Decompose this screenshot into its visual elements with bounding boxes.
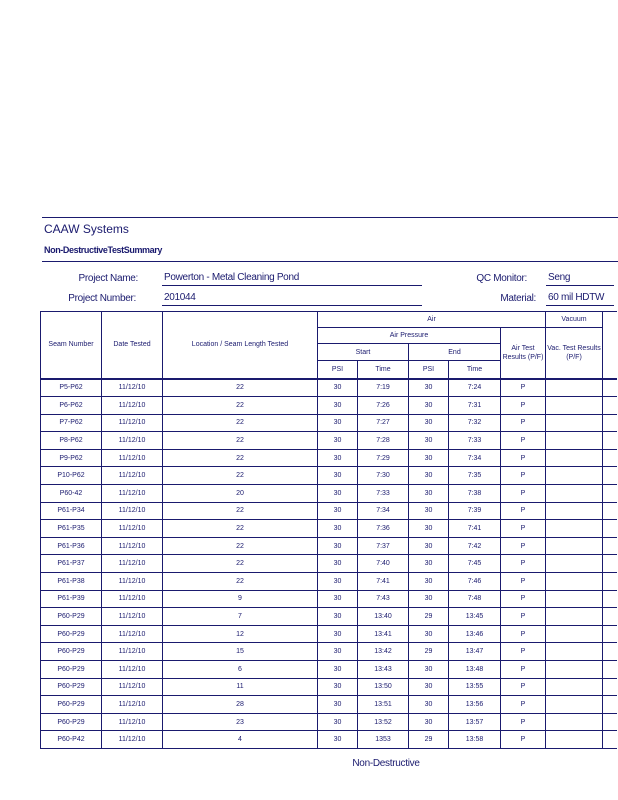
header-top-rule (42, 217, 618, 218)
cell-seam-number: P60-P29 (41, 608, 102, 626)
cell-filler (603, 414, 617, 432)
cell-date-tested: 11/12/10 (102, 537, 163, 555)
table-row (41, 467, 617, 485)
cell-air-result: P (501, 731, 546, 749)
cell-filler (603, 502, 617, 520)
cell-end-psi: 29 (409, 608, 449, 626)
header-air: Air (318, 312, 546, 328)
cell-date-tested: 11/12/10 (102, 520, 163, 538)
cell-air-result: P (501, 643, 546, 661)
cell-start-psi: 30 (318, 555, 358, 573)
table-row (41, 502, 617, 520)
cell-end-time: 13:45 (449, 608, 501, 626)
cell-length: 22 (163, 555, 318, 573)
cell-vac-result (546, 397, 603, 415)
cell-air-result: P (501, 432, 546, 450)
cell-vac-result (546, 555, 603, 573)
cell-end-psi: 30 (409, 555, 449, 573)
cell-filler (603, 731, 617, 749)
cell-length: 6 (163, 661, 318, 679)
table-row (41, 449, 617, 467)
cell-end-time: 7:41 (449, 520, 501, 538)
cell-seam-number: P9-P62 (41, 449, 102, 467)
cell-air-result: P (501, 485, 546, 503)
table-row (41, 520, 617, 538)
cell-filler (603, 713, 617, 731)
cell-start-psi: 30 (318, 608, 358, 626)
table-row (41, 555, 617, 573)
table-row (41, 643, 617, 661)
table-row (41, 713, 617, 731)
table-row (41, 625, 617, 643)
cell-air-result: P (501, 449, 546, 467)
cell-start-time: 13:51 (358, 696, 409, 714)
cell-air-result: P (501, 678, 546, 696)
cell-vac-result (546, 625, 603, 643)
cell-date-tested: 11/12/10 (102, 397, 163, 415)
table-row (41, 397, 617, 415)
cell-length: 22 (163, 467, 318, 485)
cell-end-time: 7:33 (449, 432, 501, 450)
header-air-test-results: Air Test Results (P/F) (501, 328, 546, 379)
table-row (41, 537, 617, 555)
cell-length: 4 (163, 731, 318, 749)
cell-start-psi: 30 (318, 643, 358, 661)
table-row (41, 608, 617, 626)
cell-date-tested: 11/12/10 (102, 696, 163, 714)
cell-air-result: P (501, 379, 546, 397)
cell-vac-result (546, 502, 603, 520)
cell-filler (603, 467, 617, 485)
table-row (41, 432, 617, 450)
cell-filler (603, 485, 617, 503)
cell-start-time: 7:26 (358, 397, 409, 415)
cell-start-time: 7:19 (358, 379, 409, 397)
cell-vac-result (546, 537, 603, 555)
cell-end-time: 7:35 (449, 467, 501, 485)
cell-end-psi: 30 (409, 485, 449, 503)
company-name: CAAW Systems (44, 222, 129, 236)
cell-air-result: P (501, 414, 546, 432)
cell-date-tested: 11/12/10 (102, 485, 163, 503)
cell-date-tested: 11/12/10 (102, 555, 163, 573)
cell-length: 22 (163, 414, 318, 432)
cell-end-time: 13:58 (449, 731, 501, 749)
cell-end-psi: 29 (409, 731, 449, 749)
cell-start-psi: 30 (318, 661, 358, 679)
cell-date-tested: 11/12/10 (102, 608, 163, 626)
cell-seam-number: P60-P29 (41, 643, 102, 661)
cell-air-result: P (501, 555, 546, 573)
cell-start-time: 7:43 (358, 590, 409, 608)
cell-end-psi: 30 (409, 713, 449, 731)
cell-filler (603, 625, 617, 643)
cell-length: 22 (163, 502, 318, 520)
cell-start-psi: 30 (318, 449, 358, 467)
cell-end-psi: 30 (409, 520, 449, 538)
cell-length: 11 (163, 678, 318, 696)
header-air-pressure: Air Pressure (318, 328, 501, 344)
cell-start-time: 7:41 (358, 573, 409, 591)
cell-seam-number: P60-P29 (41, 661, 102, 679)
cell-start-time: 7:30 (358, 467, 409, 485)
cell-air-result: P (501, 520, 546, 538)
cell-air-result: P (501, 713, 546, 731)
header-location: Location / Seam Length Tested (163, 312, 318, 379)
report-subtitle: Non-DestructiveTestSummary (44, 245, 162, 255)
material-label: Material: (500, 293, 536, 304)
cell-date-tested: 11/12/10 (102, 414, 163, 432)
cell-end-time: 7:34 (449, 449, 501, 467)
cell-date-tested: 11/12/10 (102, 643, 163, 661)
cell-filler (603, 608, 617, 626)
cell-date-tested: 11/12/10 (102, 713, 163, 731)
cell-seam-number: P61-P37 (41, 555, 102, 573)
cell-seam-number: P61-P36 (41, 537, 102, 555)
cell-end-psi: 30 (409, 414, 449, 432)
table-row (41, 731, 617, 749)
cell-end-time: 13:57 (449, 713, 501, 731)
cell-seam-number: P60-P29 (41, 713, 102, 731)
cell-seam-number: P60-P29 (41, 696, 102, 714)
cell-length: 22 (163, 379, 318, 397)
project-number-value: 201044 (162, 292, 422, 306)
project-name-value: Powerton - Metal Cleaning Pond (162, 272, 422, 286)
cell-start-time: 7:29 (358, 449, 409, 467)
cell-filler (603, 555, 617, 573)
header-start: Start (318, 344, 409, 361)
cell-end-time: 7:42 (449, 537, 501, 555)
cell-start-time: 7:33 (358, 485, 409, 503)
cell-filler (603, 590, 617, 608)
cell-end-psi: 30 (409, 502, 449, 520)
cell-length: 22 (163, 432, 318, 450)
cell-end-psi: 30 (409, 625, 449, 643)
cell-seam-number: P7-P62 (41, 414, 102, 432)
cell-length: 22 (163, 520, 318, 538)
cell-start-time: 7:40 (358, 555, 409, 573)
cell-seam-number: P60-P29 (41, 625, 102, 643)
table-row (41, 379, 617, 397)
cell-air-result: P (501, 537, 546, 555)
cell-start-time: 1353 (358, 731, 409, 749)
cell-end-psi: 30 (409, 537, 449, 555)
cell-vac-result (546, 449, 603, 467)
cell-start-psi: 30 (318, 625, 358, 643)
cell-end-psi: 30 (409, 467, 449, 485)
cell-start-psi: 30 (318, 731, 358, 749)
cell-length: 15 (163, 643, 318, 661)
cell-vac-result (546, 432, 603, 450)
cell-air-result: P (501, 397, 546, 415)
cell-air-result: P (501, 590, 546, 608)
cell-seam-number: P5-P62 (41, 379, 102, 397)
cell-start-time: 13:40 (358, 608, 409, 626)
cell-vac-result (546, 643, 603, 661)
cell-seam-number: P60-42 (41, 485, 102, 503)
cell-air-result: P (501, 696, 546, 714)
cell-length: 20 (163, 485, 318, 503)
test-summary-table (40, 311, 617, 749)
cell-end-psi: 30 (409, 432, 449, 450)
cell-start-time: 13:42 (358, 643, 409, 661)
cell-date-tested: 11/12/10 (102, 573, 163, 591)
cell-end-time: 7:48 (449, 590, 501, 608)
cell-filler (603, 573, 617, 591)
cell-seam-number: P6-P62 (41, 397, 102, 415)
cell-start-psi: 30 (318, 713, 358, 731)
project-number-label: Project Number: (68, 293, 136, 304)
cell-air-result: P (501, 502, 546, 520)
cell-start-time: 13:52 (358, 713, 409, 731)
table-body (41, 379, 617, 749)
cell-seam-number: P8-P62 (41, 432, 102, 450)
cell-vac-result (546, 608, 603, 626)
cell-vac-result (546, 485, 603, 503)
cell-length: 22 (163, 573, 318, 591)
cell-start-psi: 30 (318, 397, 358, 415)
cell-end-time: 7:24 (449, 379, 501, 397)
cell-end-psi: 30 (409, 573, 449, 591)
table-row (41, 590, 617, 608)
cell-vac-result (546, 696, 603, 714)
cell-date-tested: 11/12/10 (102, 625, 163, 643)
cell-end-psi: 30 (409, 397, 449, 415)
cell-length: 22 (163, 537, 318, 555)
cell-end-time: 13:47 (449, 643, 501, 661)
cell-length: 12 (163, 625, 318, 643)
header-start-time: Time (358, 361, 409, 379)
cell-seam-number: P61-P34 (41, 502, 102, 520)
project-name-label: Project Name: (78, 273, 138, 284)
cell-length: 23 (163, 713, 318, 731)
cell-vac-result (546, 573, 603, 591)
cell-end-psi: 30 (409, 678, 449, 696)
cell-start-psi: 30 (318, 502, 358, 520)
cell-start-time: 7:37 (358, 537, 409, 555)
cell-vac-result (546, 713, 603, 731)
material-value: 60 mil HDTW (546, 292, 614, 306)
header-seam-number: Seam Number (41, 312, 102, 379)
cell-length: 22 (163, 397, 318, 415)
cell-start-time: 13:41 (358, 625, 409, 643)
cell-filler (603, 397, 617, 415)
cell-seam-number: P10-P62 (41, 467, 102, 485)
cell-start-time: 7:36 (358, 520, 409, 538)
header-end: End (409, 344, 501, 361)
cell-filler (603, 678, 617, 696)
cell-filler (603, 661, 617, 679)
cell-date-tested: 11/12/10 (102, 502, 163, 520)
cell-start-psi: 30 (318, 537, 358, 555)
cell-length: 7 (163, 608, 318, 626)
cell-vac-result (546, 379, 603, 397)
cell-date-tested: 11/12/10 (102, 731, 163, 749)
cell-filler (603, 520, 617, 538)
cell-end-psi: 30 (409, 661, 449, 679)
cell-end-time: 7:45 (449, 555, 501, 573)
cell-vac-result (546, 731, 603, 749)
cell-start-time: 7:28 (358, 432, 409, 450)
header-end-psi: PSI (409, 361, 449, 379)
cell-start-psi: 30 (318, 379, 358, 397)
table-row (41, 414, 617, 432)
cell-end-psi: 30 (409, 449, 449, 467)
cell-end-psi: 30 (409, 590, 449, 608)
cell-seam-number: P60-P42 (41, 731, 102, 749)
cell-vac-result (546, 520, 603, 538)
header-date-tested: Date Tested (102, 312, 163, 379)
table-row (41, 696, 617, 714)
cell-end-time: 13:55 (449, 678, 501, 696)
cell-vac-result (546, 661, 603, 679)
qc-monitor-value: Seng (546, 272, 614, 286)
cell-filler (603, 643, 617, 661)
header-vacuum: Vacuum (546, 312, 603, 328)
cell-date-tested: 11/12/10 (102, 678, 163, 696)
cell-date-tested: 11/12/10 (102, 379, 163, 397)
cell-start-psi: 30 (318, 414, 358, 432)
table-row (41, 485, 617, 503)
cell-end-psi: 30 (409, 379, 449, 397)
cell-end-psi: 29 (409, 643, 449, 661)
cell-air-result: P (501, 661, 546, 679)
cell-date-tested: 11/12/10 (102, 590, 163, 608)
cell-filler (603, 379, 617, 397)
header-bottom-rule (42, 261, 618, 262)
cell-start-time: 7:34 (358, 502, 409, 520)
header-vac-test-results: Vac. Test Results (P/F) (546, 328, 603, 379)
cell-vac-result (546, 590, 603, 608)
header-filler (603, 312, 617, 379)
cell-date-tested: 11/12/10 (102, 449, 163, 467)
table-row (41, 661, 617, 679)
footer-label: Non-Destructive (352, 758, 420, 769)
cell-end-time: 13:56 (449, 696, 501, 714)
cell-vac-result (546, 678, 603, 696)
cell-end-time: 7:38 (449, 485, 501, 503)
cell-date-tested: 11/12/10 (102, 661, 163, 679)
cell-filler (603, 537, 617, 555)
table-row (41, 678, 617, 696)
cell-start-psi: 30 (318, 467, 358, 485)
cell-start-time: 13:50 (358, 678, 409, 696)
cell-end-time: 13:46 (449, 625, 501, 643)
cell-seam-number: P60-P29 (41, 678, 102, 696)
cell-start-psi: 30 (318, 678, 358, 696)
cell-start-psi: 30 (318, 485, 358, 503)
cell-air-result: P (501, 467, 546, 485)
cell-date-tested: 11/12/10 (102, 467, 163, 485)
cell-start-psi: 30 (318, 590, 358, 608)
cell-filler (603, 449, 617, 467)
cell-air-result: P (501, 608, 546, 626)
cell-filler (603, 696, 617, 714)
cell-start-psi: 30 (318, 432, 358, 450)
cell-filler (603, 432, 617, 450)
cell-vac-result (546, 467, 603, 485)
cell-start-psi: 30 (318, 573, 358, 591)
cell-end-time: 7:46 (449, 573, 501, 591)
cell-start-time: 13:43 (358, 661, 409, 679)
header-end-time: Time (449, 361, 501, 379)
cell-start-psi: 30 (318, 520, 358, 538)
cell-end-psi: 30 (409, 696, 449, 714)
cell-date-tested: 11/12/10 (102, 432, 163, 450)
cell-end-time: 7:31 (449, 397, 501, 415)
cell-length: 9 (163, 590, 318, 608)
cell-start-time: 7:27 (358, 414, 409, 432)
header-start-psi: PSI (318, 361, 358, 379)
table-row (41, 573, 617, 591)
cell-end-time: 7:39 (449, 502, 501, 520)
cell-air-result: P (501, 573, 546, 591)
cell-end-time: 13:48 (449, 661, 501, 679)
cell-air-result: P (501, 625, 546, 643)
cell-length: 28 (163, 696, 318, 714)
qc-monitor-label: QC Monitor: (476, 273, 527, 284)
cell-length: 22 (163, 449, 318, 467)
cell-end-time: 7:32 (449, 414, 501, 432)
cell-vac-result (546, 414, 603, 432)
cell-start-psi: 30 (318, 696, 358, 714)
cell-seam-number: P61-P39 (41, 590, 102, 608)
cell-seam-number: P61-P38 (41, 573, 102, 591)
cell-seam-number: P61-P35 (41, 520, 102, 538)
